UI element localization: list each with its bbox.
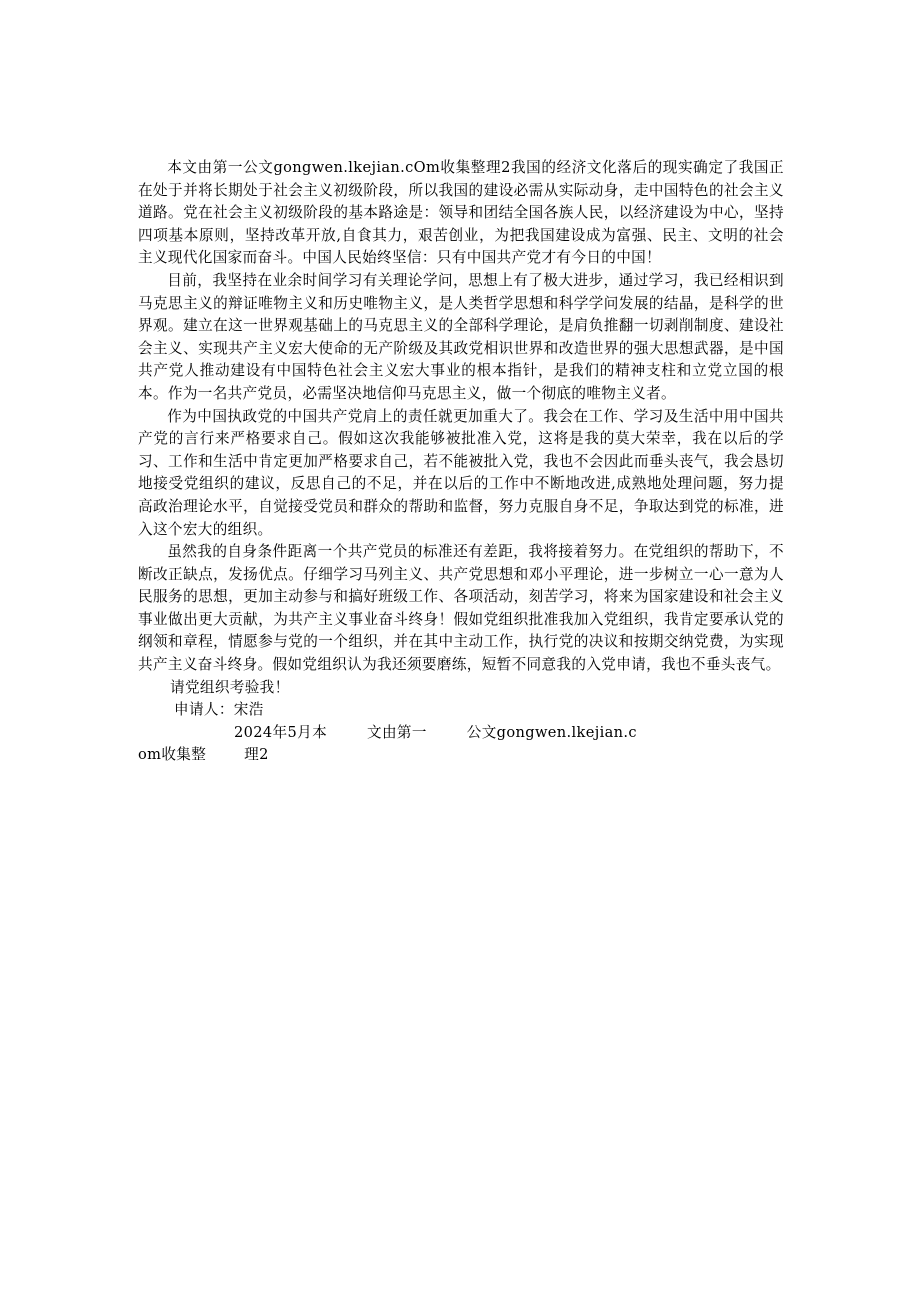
date-line <box>138 722 784 745</box>
date-part-3: 公文gongwen.lkejian.c <box>466 723 637 741</box>
paragraph-2: 目前，我坚持在业余时间学习有关理论学问，思想上有了极大进步，通过学习，我已经相识到马克思主义的辩证唯物主义和历史唯物主义，是人类哲学思想和科学学问发展的结晶，是科学的世界观。建立在这一世界观基础上的马克思主义的全部科学理论，是肩负推翻一切剥削制度、建设社会主义、实现共产主义宏大使命的无产阶级及其政党相识世界和改造世界的强大思想武器，是中国共产党人推动建设有中国特色社会主义宏大事业的根本指针，是我们的精神支柱和立党立国的根本。作为一名共产党员，必需坚决地信仰马克思主义，做一个彻底的唯物主义者。 <box>138 271 784 402</box>
tail-part-2: 理2 <box>244 746 269 764</box>
paragraph-4: 虽然我的自身条件距离一个共产党员的标准还有差距，我将接着努力。在党组织的帮助下，不断改正缺点，发扬优点。仔细学习马列主义、共产党思想和邓小平理论，进一步树立一心一意为人民服务的思想，更加主动参与和搞好班级工作、各项活动，刻苦学习，将来为国家建设和社会主义事业做出更大贡献，为共产主义事业奋斗终身！假如党组织批准我加入党组织，我肯定要承认党的纲领和章程，情愿参与党的一个组织，并在其中主动工作，执行党的决议和按期交纳党费，为实现共产主义奋斗终身。假如党组织认为我还须要磨练，短暂不同意我的入党申请，我也不垂头丧气。 <box>138 543 784 674</box>
tail-part-1: om收集整 <box>138 746 207 764</box>
tail-line <box>138 744 784 767</box>
date-part-1: 2024年5月本 <box>234 723 328 741</box>
date-part-2: 文由第一 <box>367 723 427 741</box>
closing-line: 请党组织考验我！ <box>170 678 290 696</box>
paragraph-1: 本文由第一公文gongwen.lkejian.cOm收集整理2我国的经济文化落后的现实确定了我国正在处于并将长期处于社会主义初级阶段，所以我国的建设必需从实际动身，走中国特色的社会主义道路。党在社会主义初级阶段的基本路途是：领导和团结全国各族人民，以经济建设为中心，坚持四项基本原则，坚持改革开放,自食其力，艰苦创业，为把我国建设成为富强、民主、文明的社会主义现代化国家而奋斗。中国人民始终坚信：只有中国共产党才有今日的中国！ <box>138 159 784 267</box>
paragraph-3: 作为中国执政党的中国共产党肩上的责任就更加重大了。我会在工作、学习及生活中用中国共产党的言行来严格要求自己。假如这次我能够被批准入党，这将是我的莫大荣幸，我在以后的学习、工作和生活中肯定更加严格要求自己，若不能被批入党，我也不会因此而垂头丧气，我会恳切地接受党组织的建议，反思自己的不足，并在以后的工作中不断地改进,成熟地处理问题，努力提高政治理论水平，自觉接受党员和群众的帮助和监督，努力克服自身不足，争取达到党的标准，进入这个宏大的组织。 <box>138 407 784 538</box>
signer-line: 申请人：宋浩 <box>174 701 264 719</box>
document-body <box>138 157 784 767</box>
